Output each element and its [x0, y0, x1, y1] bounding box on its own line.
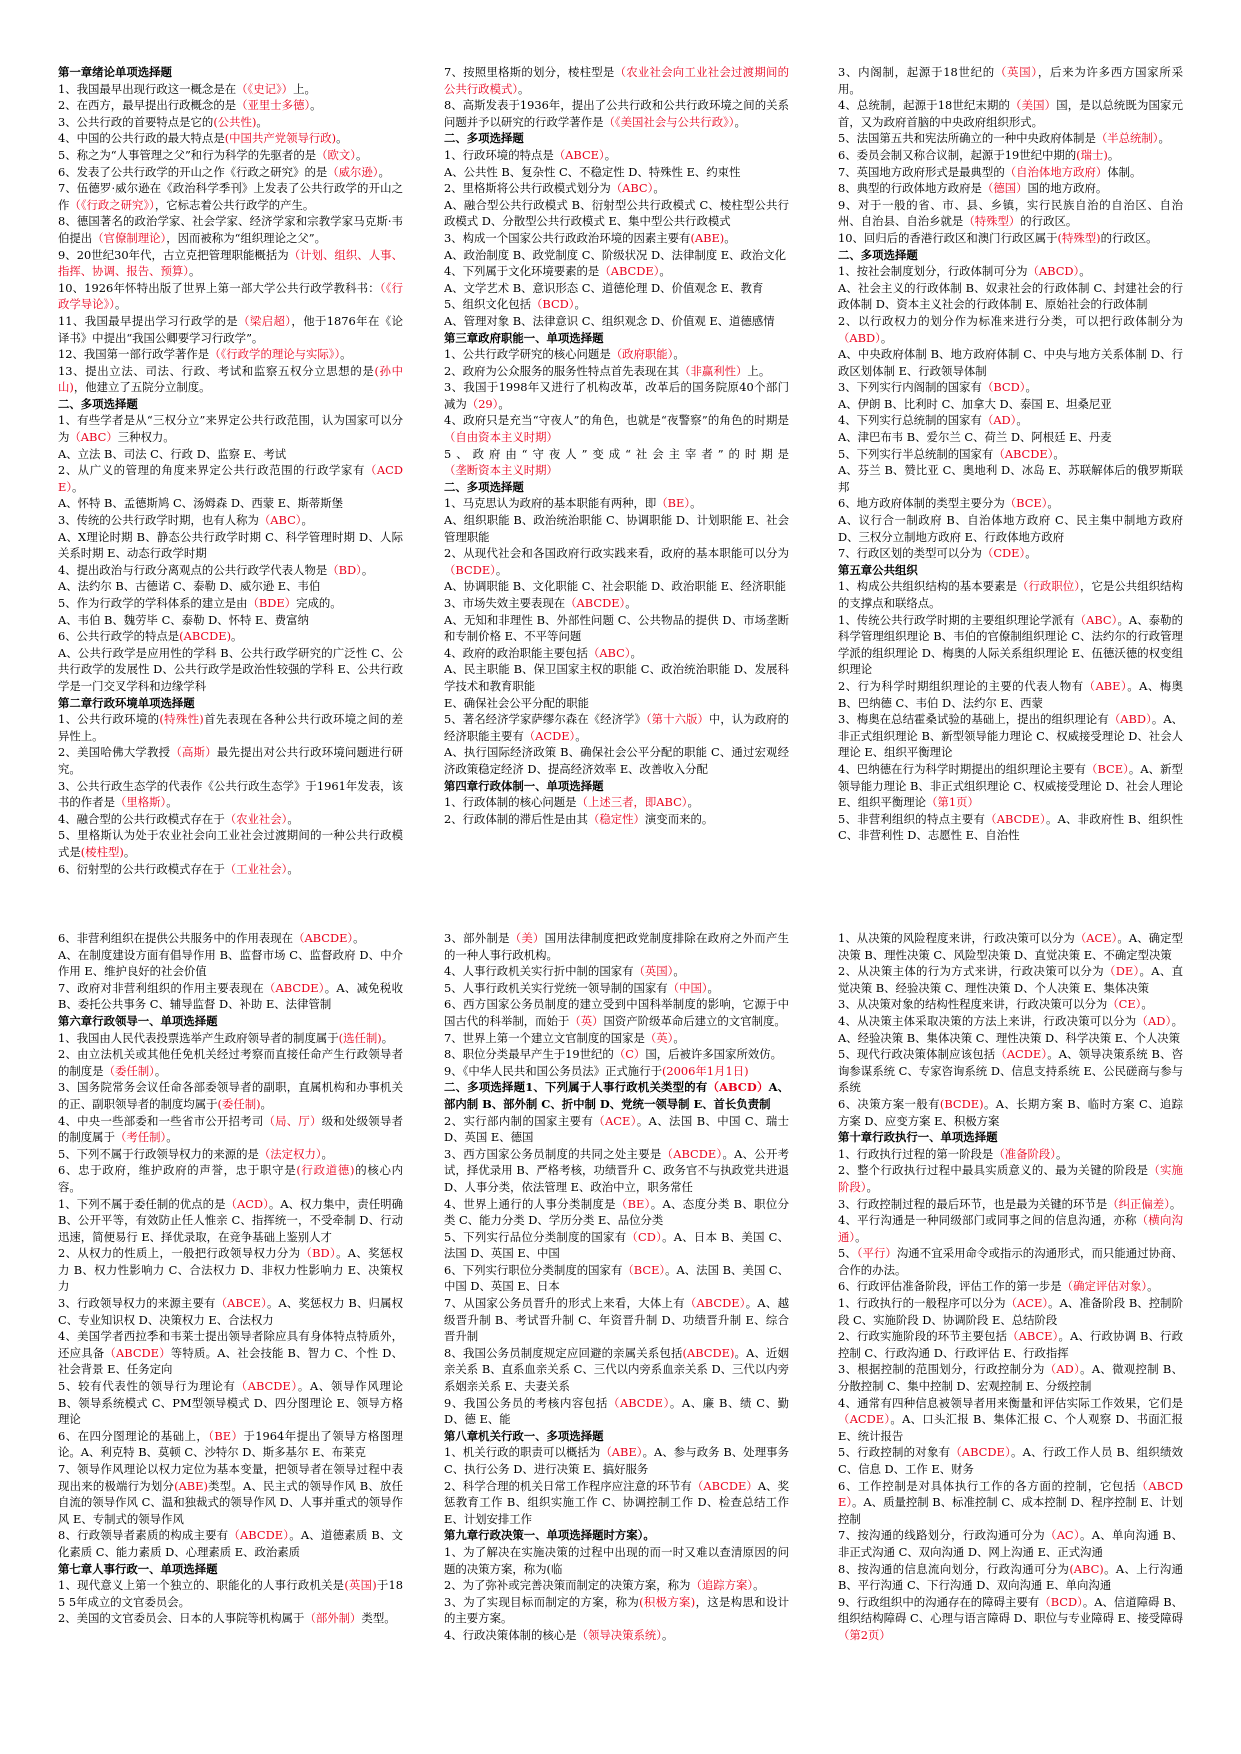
question-line: 3、西方国家公务员制度的共同之处主要是（ABCDE）。A、公开考试，择优录用 B、严格考核，功绩晋升 C、政务官不与执政党共进退 D、人事分类，依法管理 E、政治中立，职务常任: [444, 1146, 789, 1194]
answer-text: （英）: [569, 1013, 604, 1028]
answer-text: （领导决策系统）: [576, 1627, 662, 1642]
question-line: 6、西方国家公务员制度的建立受到中国科举制度的影响，它源于中国古代的科举制，而始于（英）国资产阶级革命后建立的文官制度。: [444, 997, 789, 1028]
answer-text: （ABE）: [1083, 678, 1128, 693]
answer-text: （ABC）: [1074, 612, 1118, 627]
question-line: A、执行国际经济政策 B、确保社会公平分配的职能 C、通过宏观经济政策稳定经济 D、提高经济效率 E、改善收入分配: [444, 745, 789, 776]
question-line: 6、忠于政府，维护政府的声誉，忠于职守是(行政道德)的核心内容。: [58, 1163, 403, 1194]
answer-text: （AD）: [1044, 1362, 1081, 1377]
question-line: 3、我国于1998年又进行了机构改革，改革后的国务院原40个部门减为（29）。: [444, 380, 789, 411]
answer-text: (ABC): [1069, 1561, 1104, 1576]
question-line: 7、领导作风理论以权力定位为基本变量，把领导者在领导过程中表现出来的极端行为划分(ABE)类型。A、民主式的领导作风 B、放任自流的领导作风 C、温和独裁式的领导作风 D、人事并重式的领导作风 E、专制式的领导作风: [58, 1462, 403, 1526]
question-line: 3、公共行政的首要特点是它的(公共性)。: [58, 114, 268, 129]
answer-text: （BCD）: [1039, 1594, 1083, 1609]
question-line: 6、公共行政学的特点是(ABCDE)。: [58, 629, 243, 644]
question-line: 5、作为行政学的学科体系的建立是由（BDE）完成的。: [58, 596, 342, 610]
answer-text: （计划、组织、人事、指挥、协调、报告、预算）: [58, 247, 403, 279]
question-line: 5、现代行政决策体制应该包括（ACDE）。A、领导决策系统 B、咨询参谋系统 C、专家咨询系统 D、信息支持系统 E、公民磋商与参与系统: [838, 1047, 1183, 1095]
answer-text: （ABCE）: [1007, 1329, 1059, 1344]
answer-text: （ACE）: [593, 1113, 637, 1128]
question-line: 2、从现代社会和各国政府行政实践来看，政府的基本职能可以分为（BCDE）。: [444, 546, 789, 577]
section-heading: 二、多项选择题: [838, 247, 918, 262]
question-line: 2、里格斯将公共行政模式划分为（ABC）。: [444, 181, 665, 196]
question-line: 2、在西方，最早提出行政概念的是（亚里士多德）。: [58, 98, 322, 113]
answer-text: (特殊型): [1057, 230, 1101, 245]
answer-text: （美）: [509, 931, 545, 945]
section-heading: 第八章机关行政一、多项选择题: [444, 1428, 604, 1443]
answer-text: （ABCDE）: [607, 1395, 670, 1410]
answer-text: （CD）: [626, 1229, 663, 1244]
question-line: 4、行政决策体制的核心是（领导决策系统）。: [444, 1627, 674, 1642]
answer-text: （平行）: [856, 1246, 897, 1261]
answer-text: （ABC）: [69, 430, 118, 445]
question-line: 5、行政控制的对象有（ABCDE）。A、行政工作人员 B、组织绩效 C、信息 D、工作 E、财务: [838, 1445, 1183, 1476]
answer-text: （ACDE）: [995, 1047, 1048, 1062]
answer-text: （上述三者，即ABC）: [576, 795, 688, 810]
section-heading: 二、多项选择题: [444, 479, 524, 494]
answer-text: （ACE）: [1074, 931, 1118, 945]
section-heading: 二、多项选择题: [444, 131, 524, 146]
question-line: 5、称之为“人事管理之父”和行为科学的先驱者的是（欧文）。: [58, 147, 368, 162]
question-line: 8、行政领导者素质的构成主要有（ABCDE）。A、道德素质 B、文化素质 C、能力素质 D、心理素质 E、政治素质: [58, 1528, 403, 1559]
question-line: 6、行政评估准备阶段，评估工作的第一步是（确定评估对象）。: [838, 1279, 1159, 1294]
question-line: A、公共性 B、复杂性 C、不稳定性 D、特殊性 E、约束性: [444, 164, 741, 179]
answer-text: （政府职能）: [610, 347, 674, 362]
answer-text: （ACDE）: [58, 463, 403, 494]
answer-text: （《行政学的理论与实际》）: [209, 347, 341, 362]
question-line: A、X理论时期 B、静态公共行政学时期 C、科学管理时期 D、人际关系时期 E、动态行政学时期: [58, 529, 403, 561]
question-line: 4、下列实行总统制的国家有（AD）。: [838, 413, 1028, 428]
question-line: 7、从国家公务员晋升的形式上来看，大体上有（ABCDE）。A、越级晋升制 B、考试晋升制 C、年资晋升制 D、功绩晋升制 E、综合晋升制: [444, 1296, 789, 1344]
answer-text: （ABCDE）: [993, 446, 1054, 461]
question-line: 5、非营利组织的特点主要有（ABCDE）。A、非政府性 B、组织性 C、非营利性 D、志愿性 E、自治性: [838, 811, 1183, 843]
answer-text: （AC）: [1044, 1528, 1081, 1543]
answer-text: （ABCDE）: [684, 1296, 746, 1311]
answer-text: （ABCE）: [553, 147, 605, 162]
question-line: 1、我国最早出现行政这一概念是在（《史记》）上。: [58, 81, 316, 96]
question-line: 4、世界上通行的人事分类制度是（BE）。A、态度分类 B、职位分类 C、能力分类 D、学历分类 E、品位分类: [444, 1196, 789, 1228]
question-line: A、立法 B、司法 C、行政 D、监察 E、考试: [58, 446, 287, 461]
answer-text: （半总统制）: [1095, 131, 1159, 146]
question-line: 6、衍射型的公共行政模式存在于（工业社会）。: [58, 861, 299, 876]
question-line: 5、里格斯认为处于农业社会向工业社会过渡期间的一种公共行政模式是(棱柱型)。: [58, 828, 403, 859]
answer-text: (BCDE): [939, 1096, 984, 1111]
question-line: 7、世界上第一个建立文官制度的国家是（英）。: [444, 1030, 685, 1045]
answer-text: （ABCDE）: [599, 264, 660, 279]
answer-text: （AD）: [1136, 1013, 1172, 1028]
column-middle-bottom: [444, 930, 789, 1730]
section-heading: 第二章行政环境单项选择题: [58, 695, 195, 710]
answer-text: （中国）: [667, 980, 708, 995]
answer-text: （ABCDE）: [661, 1146, 723, 1161]
question-line: 3、国务院常务会议任命各部委领导者的副职，直属机构和办事机关的正、副职领导者的制度均属于(委任制)。: [58, 1080, 403, 1111]
question-line: 1、按社会制度划分，行政体制可分为（ABCD）。: [838, 264, 1091, 279]
answer-text: (孙中山): [58, 363, 403, 395]
answer-text: （BE）: [656, 496, 691, 511]
question-line: 1、我国由人民代表投票选举产生政府领导者的制度属于(选任制)。: [58, 1030, 394, 1045]
question-line: 2、整个行政执行过程中最具实质意义的、最为关键的阶段是（实施阶段）。: [838, 1163, 1183, 1194]
question-line: 3、公共行政生态学的代表作《公共行政生态学》于1961年发表，该书的作者是（里格斯）。: [58, 778, 403, 810]
question-line: 8、按沟通的信息流向划分，行政沟通可分为(ABC)。A、上行沟通 B、平行沟通 C、下行沟通 D、双向沟通 E、单向沟通: [838, 1561, 1183, 1593]
answer-text: （ABC）: [258, 513, 302, 528]
question-line: 3、内阁制，起源于18世纪的（英国），后来为许多西方国家所采用。: [838, 65, 1183, 96]
answer-text: （ABCDE）: [565, 596, 626, 610]
question-line: 3、行政控制过程的最后环节，也是最为关键的环节是（纠正偏差）。: [838, 1196, 1182, 1211]
answer-text: （ABCDE）: [985, 811, 1046, 826]
question-line: 9、对于一般的省、市、县、乡镇，实行民族自治的自治区、自治州、自治县、自治乡就是（特殊型）的行政区。: [838, 197, 1183, 229]
answer-text: （第2页）: [838, 1627, 891, 1642]
answer-text: （第十六版）: [645, 712, 709, 727]
question-line: 3、根据控制的范围划分，行政控制分为（AD）。A、微观控制 B、分散控制 C、集中控制 D、宏观控制 E、分级控制: [838, 1362, 1183, 1394]
answer-text: （威尔逊）: [327, 164, 379, 179]
answer-text: （局、厅）: [263, 1113, 322, 1128]
answer-text: (英国): [344, 1578, 377, 1593]
question-line: A、民主职能 B、保卫国家主权的职能 C、政治统治职能 D、发展科学技术和教育职能: [444, 662, 789, 693]
question-line: 5、政府由“守夜人”变成“社会主宰者”的时期是（垄断资本主义时期）: [444, 446, 789, 478]
question-line: 2、从权力的性质上，一般把行政领导权力分为（BD）。A、奖惩权力 B、权力性影响力 C、合法权力 D、非权力性影响力 E、决策权力: [58, 1246, 403, 1294]
answer-text: （行政职位）: [1017, 579, 1081, 594]
question-line: 2、政府为公众服务的服务性特点首先表现在其（非赢利性）上。: [444, 363, 771, 378]
question-line: 3、梅奥在总结霍桑试验的基础上，提出的组织理论有（ABD）。A、非正式组织理论 B、新型领导能力理论 C、权威接受理论 D、社会人理论 E、组织平衡理论: [838, 712, 1183, 760]
question-line: A、文学艺术 B、意识形态 C、道德伦理 D、价值观念 E、教育: [444, 280, 764, 295]
question-line: 6、非营利组织在提供公共服务中的作用表现在（ABCDE）。: [58, 931, 365, 945]
section-heading: 第十章行政执行一、单项选择题: [838, 1130, 998, 1145]
question-line: 10、回归后的香港行政区和澳门行政区属于(特殊型)的行政区。: [838, 230, 1158, 245]
question-line: 3、下列实行内阁制的国家有（BCD）。: [838, 380, 1037, 395]
answer-text: (ABE): [174, 1478, 208, 1493]
question-line: 1、有些学者是从“三权分立”来界定公共行政范围，认为国家可以分为（ABC）三种权力。: [58, 413, 403, 445]
answer-text: (棱柱型): [80, 844, 124, 859]
question-line: A、在制度建设方面有倡导作用 B、监督市场 C、监督政府 D、中介作用 E、维护良好的社会价值: [58, 947, 403, 979]
question-line: 1、公共行政环境的(特殊性)首先表现在各种公共行政环境之间的差异性上。: [58, 712, 403, 743]
question-line: 4、中央一些部委和一些省市公开招考司（局、厅）级和处级领导者的制度属于（考任制）。: [58, 1113, 403, 1145]
question-line: 9、20世纪30年代，古立克把管理职能概括为（计划、组织、人事、指挥、协调、报告、预算）。: [58, 247, 403, 279]
question-line: A、议行合一制政府 B、自治体地方政府 C、民主集中制地方政府 D、三权分立制地方政府 E、行政体地方政府: [838, 513, 1183, 544]
answer-text: （AD）: [981, 413, 1017, 428]
answer-text: （ABC）: [587, 645, 631, 660]
answer-text: （欧文）: [316, 147, 356, 162]
question-line: 6、地方政府体制的类型主要分为（BCE）。: [838, 496, 1059, 511]
question-line: 5、人事行政机关实行党统一领导制的国家有（中国）。: [444, 980, 719, 995]
question-line: 4、融合型的公共行政模式存在于（农业社会）。: [58, 811, 299, 826]
answer-text: （ABCD）: [707, 1080, 769, 1095]
question-line: 13、提出立法、司法、行政、考试和监察五权分立思想的是(孙中山)，他建立了五院分立制度。: [58, 363, 403, 395]
question-line: 2、行政体制的滞后性是由其（稳定性）演变而来的。: [444, 811, 714, 826]
question-line: 5、著名经济学家萨缪尔森在《经济学》（第十六版）中，认为政府的经济职能主要有（ACDE）。: [444, 712, 789, 743]
answer-text: （考任制）: [114, 1130, 167, 1145]
answer-text: （《行政之研究》）: [69, 197, 155, 212]
question-line: 7、按照里格斯的划分，棱柱型是（农业社会向工业社会过渡期间的公共行政模式）。: [444, 65, 789, 96]
question-line: 7、英国地方政府形式是最典型的（自治体地方政府）体制。: [838, 164, 1142, 179]
answer-text: (中国共产党领导行政): [224, 131, 337, 146]
question-line: A、中央政府体制 B、地方政府体制 C、中央与地方关系体制 D、行政区划体制 E、行政领导体制: [838, 347, 1183, 378]
question-line: 1、从决策的风险程度来讲，行政决策可以分为（ACE）。A、确定型决策 B、理性决策 C、风险型决策 D、直觉决策 E、不确定型决策: [838, 931, 1183, 962]
answer-text: (委任制): [217, 1096, 261, 1111]
question-line: 8、职位分类最早产生于19世纪的（C）国，后被许多国家所效仿。: [444, 1047, 783, 1062]
question-line: 3、从决策对象的结构性程度来讲，行政决策可以分为（CE）。: [838, 997, 1153, 1012]
answer-text: （BCD）: [530, 297, 575, 312]
question-line: 7、按沟通的线路划分，行政沟通可分为（AC）。A、单向沟通 B、非正式沟通 C、双向沟通 D、网上沟通 E、正式沟通: [838, 1528, 1183, 1559]
section-heading: 二、多项选择题: [58, 396, 138, 411]
section-heading: 第六章行政领导一、单项选择题: [58, 1013, 218, 1028]
question-line: 5、（平行）沟通不宜采用命令或指示的沟通形式，而只能通过协商、合作的办法。: [838, 1246, 1183, 1277]
question-line: 4、美国学者西拉季和韦莱士提出领导者除应具有身体特点特质外，还应具备（ABCDE）等特质。A、社会技能 B、智力 C、个性 D、社会背景 E、任务定向: [58, 1329, 403, 1377]
question-line: 2、以行政权力的划分作为标准来进行分类，可以把行政体制分为（ABD）。: [838, 313, 1183, 345]
answer-text: （自治体地方政府）: [1004, 164, 1108, 179]
question-line: 1、马克思认为政府的基本职能有两种，即（BE）。: [444, 496, 702, 511]
answer-text: （BD）: [300, 1246, 337, 1261]
answer-text: （ABE）: [600, 1445, 643, 1460]
question-line: 1、为了解决在实施决策的过程中出现的而一时又难以查清原因的问题的决策方案，称为(临: [444, 1544, 789, 1576]
question-line: 8、高斯发表于1936年，提出了公共行政和公共行政环境之间的关系问题并予以研究的行政学著作是（《美国社会与公共行政》）。: [444, 98, 789, 129]
section-heading: 第一章绪论单项选择题: [58, 65, 172, 79]
answer-text: （英国）: [994, 65, 1038, 79]
question-line: 2、美国的文官委员会、日本的人事院等机构属于（部外制）类型。: [58, 1611, 396, 1626]
answer-text: （BD）: [327, 562, 362, 577]
answer-text: （非赢利性）: [679, 363, 748, 378]
answer-text: （C）: [613, 1047, 646, 1062]
answer-text: (选任制): [338, 1030, 382, 1045]
question-line: 2、科学合理的机关日常工作程序应注意的环节有（ABCDE）A、奖惩教育工作 B、组织实施工作 C、协调控制工作 D、检查总结工作 E、计划安排工作: [444, 1478, 789, 1526]
answer-text: （第1页）: [926, 795, 979, 810]
answer-text: (行政道德): [296, 1163, 355, 1178]
answer-text: （ACDE）: [838, 1412, 891, 1427]
question-line: 9、《中华人民共和国公务员法》正式施行于(2006年1月1日): [444, 1063, 749, 1078]
question-line: 3、为了实现目标而制定的方案，称为(积极方案)，这是构思和设计的主要方案。: [444, 1594, 789, 1626]
question-line: A、无知和非理性 B、外部性问题 C、公共物品的提供 D、市场垄断和专制价格 E、不平等问题: [444, 612, 789, 644]
answer-text: (ABCDE): [179, 629, 232, 644]
answer-text: （特殊型）: [963, 214, 1021, 229]
answer-text: (ABE): [690, 230, 725, 245]
question-line: 4、提出政治与行政分离观点的公共行政学代表人物是（BD）。: [58, 562, 374, 577]
answer-text: （委任制）: [103, 1063, 155, 1078]
question-line: 5、下列实行品位分类制度的国家有（CD）。A、日本 B、美国 C、法国 D、英国 E、中国: [444, 1229, 789, 1261]
question-line: A、怀特 B、孟德斯鸠 C、汤姆森 D、西蒙 E、斯蒂斯堡: [58, 496, 344, 511]
answer-text: （ABCDE）: [263, 980, 325, 995]
answer-text: （ABCDE）: [691, 1478, 758, 1493]
question-line: 12、我国第一部行政学著作是（《行政学的理论与实际》）。: [58, 347, 352, 362]
question-line: 3、市场失效主要表现在（ABCDE）。: [444, 596, 637, 610]
section-heading: 第七章人事行政一、单项选择题: [58, 1561, 218, 1576]
answer-text: （BCE）: [622, 1262, 666, 1277]
answer-text: （农业社会向工业社会过渡期间的公共行政模式）: [444, 65, 789, 96]
question-line: 1、行政环境的特点是（ABCE）。: [444, 147, 617, 162]
question-line: 1、行政执行过程的第一阶段是（准备阶段）。: [838, 1146, 1068, 1161]
question-line: 4、巴纳德在行为科学时期提出的组织理论主要有（BCE）。A、新型领导能力理论 B、非正式组织理论 C、权威接受理论 D、社会人理论 E、组织平衡理论（第1页）: [838, 761, 1183, 810]
answer-text: (ABCDE): [682, 1345, 735, 1360]
answer-text: (特殊性): [159, 712, 204, 727]
question-line: A、津巴布韦 B、爱尔兰 C、荷兰 D、阿根廷 E、丹麦: [838, 430, 1112, 445]
question-line: 2、由立法机关或其他任免机关经过考察而直接任命产生行政领导者的制度是（委任制）。: [58, 1047, 403, 1078]
question-line: 4、从决策主体采取决策的方法上来讲，行政决策可以分为（AD）。A、经验决策 B、集体决策 C、理性决策 D、科学决策 E、个人决策: [838, 1013, 1183, 1045]
question-line: 9、我国公务员的考核内容包括（ABCDE）。A、廉 B、绩 C、勤 D、德 E、能: [444, 1395, 789, 1427]
answer-text: （ABCE）: [215, 1296, 267, 1311]
question-line: 3、构成一个国家公共行政政治环境的因素主要有(ABE)。: [444, 230, 736, 245]
answer-text: (2006年1月1日): [661, 1063, 749, 1078]
question-line: A、融合型公共行政模式 B、衍射型公共行政模式 C、棱柱型公共行政模式 D、分散型公共行政模式 E、集中型公共行政模式: [444, 197, 789, 229]
answer-text: （ABCDE）: [950, 1445, 1012, 1460]
question-line: 1、公共行政学研究的核心问题是（政府职能）。: [444, 347, 685, 362]
answer-text: （工业社会）: [224, 861, 288, 876]
question-line: A、社会主义的行政体制 B、奴隶社会的行政体制 C、封建社会的行政体制 D、资本主义社会的行政体制 E、原始社会的行政体制: [838, 280, 1183, 312]
question-line: 3、部外制是（美）国用法律制度把政党制度排除在政府之外而产生的一种人事行政机构。: [444, 931, 789, 962]
question-line: 4、总统制，起源于18世纪末期的（美国）国，是以总统既为国家元首，又为政府首脑的中央政府组织形式。: [838, 98, 1183, 129]
question-line: 10、1926年怀特出版了世界上第一部大学公共行政学教科书：（《行政学导论》）。: [58, 280, 403, 312]
question-line: 6、下列实行职位分类制度的国家有（BCE）。A、法国 B、美国 C、中国 D、英国 E、日本: [444, 1262, 789, 1294]
column-right-top: [838, 64, 1183, 904]
answer-text: （梁启超）: [238, 313, 292, 328]
answer-text: （自由资本主义时期）: [444, 430, 558, 445]
column-right-bottom: [838, 930, 1183, 1730]
question-line: A、政治制度 B、政党制度 C、阶级状况 D、法律制度 E、政治文化: [444, 247, 787, 262]
answer-text: （BCE）: [1086, 761, 1129, 776]
section-heading: 第九章行政决策一、单项选择题时方案）。: [444, 1528, 655, 1543]
answer-text: （纠正偏差）: [1107, 1196, 1170, 1211]
question-line: 4、政府的政治职能主要包括（ABC）。: [444, 645, 642, 660]
question-line: 6、决策方案一般有(BCDE)。A、长期方案 B、临时方案 C、追踪方案 D、应变方案 E、积极方案: [838, 1096, 1183, 1128]
question-line: 2、美国哈佛大学教授（高斯）最先提出对公共行政环境问题进行研究。: [58, 745, 403, 776]
question-line: A、管理对象 B、法律意识 C、组织观念 D、价值观 E、道德感情: [444, 313, 775, 328]
answer-text: （《行政学导论》）: [58, 280, 403, 312]
question-line: 9、行政组织中的沟通存在的障碍主要有（BCD）。A、信道障碍 B、组织结构障碍 C、心理与语言障碍 D、职位与专业障碍 E、接受障碍（第2页）: [838, 1594, 1183, 1642]
section-heading: 第三章政府职能一、单项选择题: [444, 330, 604, 345]
answer-text: (积极方案): [639, 1594, 696, 1609]
question-line: 2、行为科学时期组织理论的主要的代表人物有（ABE）。A、梅奥 B、巴纳德 C、韦伯 D、法约尔 E、西蒙: [838, 678, 1183, 710]
question-line: 4、人事行政机关实行折中制的国家有（英国）。: [444, 964, 685, 979]
question-line: 4、政府只是充当“守夜人”的角色，也就是“夜警察”的角色的时期是（自由资本主义时期）: [444, 413, 789, 445]
answer-text: （BCDE）: [444, 562, 496, 577]
question-line: 7、伍德罗·威尔逊在《政治科学季刊》上发表了公共行政学的开山之作（《行政之研究》），它标志着公共行政学的产生。: [58, 181, 403, 212]
question-line: 7、政府对非营利组织的作用主要表现在（ABCDE）。A、减免税收 B、委托公共事务 C、辅导监督 D、补助 E、法律管制: [58, 980, 403, 1012]
question-line: 4、中国的公共行政的最大特点是(中国共产党领导行政)。: [58, 131, 348, 146]
question-line: 2、从决策主体的行为方式来讲，行政决策可以分为（DE）。A、直觉决策 B、经验决策 C、理性决策 D、个人决策 E、集体决策: [838, 964, 1183, 995]
section-heading: 第五章公共组织: [838, 562, 918, 577]
question-line: 2、行政实施阶段的环节主要包括（ABCE）。A、行政协调 B、行政控制 C、行政沟通 D、行政评估 E、行政指挥: [838, 1329, 1183, 1360]
question-line: 3、传统的公共行政学时期，也有人称为（ABC）。: [58, 513, 313, 528]
column-left-top: [58, 64, 403, 904]
question-line: 5、法国第五共和宪法所确立的一种中央政府体制是（半总统制）。: [838, 131, 1170, 146]
question-line: 2、从广义的管理的角度来界定公共行政范围的行政学家有（ACDE）。: [58, 463, 403, 494]
question-line: 6、工作控制是对具体执行工作的各方面的控制，它包括（ABCDE）。A、质量控制 B、标准控制 C、成本控制 D、程序控制 E、计划控制: [838, 1478, 1183, 1526]
question-line: 4、下列属于文化环境要素的是（ABCDE）。: [444, 264, 671, 279]
question-line: A、芬兰 B、赞比亚 C、奥地利 D、冰岛 E、苏联解体后的俄罗斯联邦: [838, 463, 1183, 494]
question-line: 8、德国著名的政治学家、社会学家、经济学家和宗教学家马克斯·韦伯提出（官僚制理论），因而被称为“组织理论之父”。: [58, 214, 403, 245]
answer-text: （追踪方案）: [690, 1578, 754, 1593]
answer-text: (公共性): [213, 114, 257, 129]
answer-text: （ACDE）: [523, 728, 576, 743]
answer-text: （官僚制理论）: [92, 230, 167, 245]
answer-text: （29）: [466, 396, 499, 411]
answer-text: （ABCDE）: [838, 1478, 1183, 1510]
question-line: A、组织职能 B、政治统治职能 C、协调职能 D、计划职能 E、社会管理职能: [444, 513, 789, 544]
answer-text: （《史记》）: [236, 81, 294, 96]
answer-text: （ABCDE）: [235, 1379, 298, 1394]
answer-text: （部外制）: [304, 1611, 362, 1626]
question-line: A、协调职能 B、文化职能 C、社会职能 D、政治职能 E、经济职能: [444, 579, 787, 594]
answer-text: （稳定性）: [587, 811, 645, 826]
question-line: E、确保社会公平分配的职能: [444, 695, 590, 710]
question-line: A、伊朗 B、比利时 C、加拿大 D、泰国 E、坦桑尼亚: [838, 396, 1112, 411]
question-line: 6、在四分图理论的基础上，（BE）于1964年提出了领导方格图理论。A、利克特 B、莫顿 C、沙特尔 D、斯多基尔 E、布莱克: [58, 1428, 403, 1460]
question-line: 1、行政执行的一般程序可以分为（ACE）。A、准备阶段 B、控制阶段 C、实施阶段 D、协调阶段 E、总结阶段: [838, 1296, 1183, 1327]
answer-text: （垄断资本主义时期）: [444, 463, 558, 478]
answer-text: （ACD）: [225, 1196, 269, 1211]
answer-text: （ACE）: [1005, 1296, 1049, 1311]
question-line: 6、委员会制又称合议制，起源于19世纪中期的(瑞士)。: [838, 147, 1120, 162]
answer-text: （亚里士多德）: [236, 98, 311, 113]
question-line: 6、发表了公共行政学的开山之作《行政之研究》的是（威尔逊）。: [58, 164, 390, 179]
question-line: 11、我国最早提出学习行政学的是（梁启超），他于1876年在《论译书》中提出“我国公卿要学习行政学”。: [58, 313, 403, 345]
answer-text: （里格斯）: [114, 795, 167, 810]
answer-text: （BE）: [208, 1428, 244, 1443]
question-line: 1、传统公共行政学时期的主要组织理论学派有（ABC）。A、泰勒的科学管理组织理论 B、韦伯的官僚制组织理论 C、法约尔的行政管理学派的组织理论 D、梅奥的人际关系组织理论 E、伍德沃德的权变组织理论: [838, 612, 1183, 677]
answer-text: （英国）: [633, 964, 674, 979]
section-heading: 第四章行政体制一、单项选择题: [444, 778, 604, 793]
question-line: 3、行政领导权力的来源主要有（ABCE）。A、奖惩权力 B、归属权 C、专业知识权 D、决策权力 E、合法权力: [58, 1296, 403, 1327]
answer-text: （ABC）: [610, 181, 654, 196]
question-line: A、韦伯 B、魏劳毕 C、泰勒 D、怀特 E、费富纳: [58, 612, 309, 627]
answer-text: （横向沟通）: [838, 1213, 1183, 1244]
answer-text: （ABCDE）: [104, 1345, 171, 1360]
answer-text: （美国）: [1010, 98, 1057, 113]
question-line: 1、构成公共组织结构的基本要素是（行政职位），它是公共组织结构的支撑点和联络点。: [838, 579, 1183, 610]
question-line: 8、我国公务员制度规定应回避的亲属关系包括(ABCDE)。A、近姻亲关系 B、直系血亲关系 C、三代以内旁系血亲关系 D、三代以内旁系姻亲关系 E、夫妻关系: [444, 1345, 789, 1394]
question-line: 4、通常有四种信息被领导者用来衡量和评估实际工作效果，它们是（ACDE）。A、口头汇报 B、集体汇报 C、个人观察 D、书面汇报 E、统计报告: [838, 1395, 1183, 1443]
answer-text: （英）: [644, 1030, 674, 1045]
column-middle-top: [444, 64, 789, 904]
question-line: 5、下列实行半总统制的国家有（ABCDE）。: [838, 446, 1065, 461]
question-line: 5、较有代表性的领导行为理论有（ABCDE）。A、领导作风理论 B、领导系统模式 C、PM型领导模式 D、四分图理论 E、领导方格理论: [58, 1379, 403, 1427]
answer-text: （确定评估对象）: [1061, 1279, 1148, 1294]
answer-text: （法定权力）: [258, 1146, 322, 1161]
question-line: 7、行政区划的类型可以分为（CDE）。: [838, 546, 1037, 561]
question-line: 1、机关行政的职责可以概括为（ABE）。A、参与政务 B、处理事务 C、执行公务 D、进行决策 E、搞好服务: [444, 1445, 789, 1476]
question-line: 8、典型的行政体地方政府是（德国）国的地方政府。: [838, 181, 1108, 196]
question-line: 1、行政体制的核心问题是（上述三者，即ABC）。: [444, 795, 699, 810]
answer-text: （ABCDE）: [228, 1528, 290, 1543]
question-line: A、公共行政学是应用性的学科 B、公共行政学研究的广泛性 C、公共行政学的发展性 D、公共行政学是政治性较强的学科 E、公共行政学是一门交叉学科和边缘学科: [58, 645, 403, 693]
section-heading: 二、多项选择题1、下列属于人事行政机关类型的有（ABCD）A、部内制 B、部外制 C、折中制 D、党统一领导制 E、首长负责制: [444, 1080, 789, 1111]
answer-text: （BCE）: [1004, 496, 1048, 511]
answer-text: （CE）: [1107, 997, 1142, 1012]
question-line: 2、为了弥补或完善决策而制定的决策方案，称为（追踪方案）。: [444, 1578, 765, 1593]
column-left-bottom: [58, 930, 403, 1730]
answer-text: （农业社会）: [224, 811, 288, 826]
answer-text: （ABCDE）: [293, 931, 354, 945]
answer-text: （《美国社会与公共行政》）: [603, 114, 735, 129]
question-line: 5、下列不属于行政领导权力的来源的是（法定权力）。: [58, 1146, 333, 1161]
answer-text: （实施阶段）: [838, 1163, 1183, 1194]
question-line: 1、现代意义上第一个独立的、职能化的人事行政机关是(英国)于185 5年成立的文官委员会。: [58, 1578, 403, 1609]
answer-text: （ABD）: [1108, 712, 1152, 727]
question-line: 1、下列不属于委任制的优点的是（ACD）。A、权力集中，责任明确 B、公开平等，有效防止任人惟亲 C、指挥统一，不受牵制 D、行动迅速，简便易行 E、择优录取，在竞争基础上鉴别人才: [58, 1196, 403, 1244]
answer-text: （BDE）: [247, 596, 297, 610]
question-line: 5、组织文化包括（BCD）。: [444, 297, 586, 312]
answer-text: （BCD）: [981, 380, 1026, 395]
answer-text: （ABD）: [838, 330, 881, 345]
answer-text: （德国）: [981, 181, 1028, 196]
answer-text: （准备阶段）: [993, 1146, 1056, 1161]
answer-text: (瑞士): [1076, 147, 1108, 162]
answer-text: （ABCD）: [1027, 264, 1080, 279]
answer-text: （DE）: [1103, 964, 1140, 979]
answer-text: （BE）: [615, 1196, 651, 1211]
question-line: 4、平行沟通是一种同级部门或同事之间的信息沟通，亦称（横向沟通）。: [838, 1213, 1183, 1244]
question-line: A、法约尔 B、古德诺 C、泰勒 D、威尔逊 E、韦伯: [58, 579, 321, 594]
answer-text: （高斯）: [170, 745, 217, 760]
question-line: 2、实行部内制的国家主要有（ACE）。A、法国 B、中国 C、瑞士 D、英国 E、德国: [444, 1113, 789, 1145]
answer-text: （CDE）: [981, 546, 1026, 561]
